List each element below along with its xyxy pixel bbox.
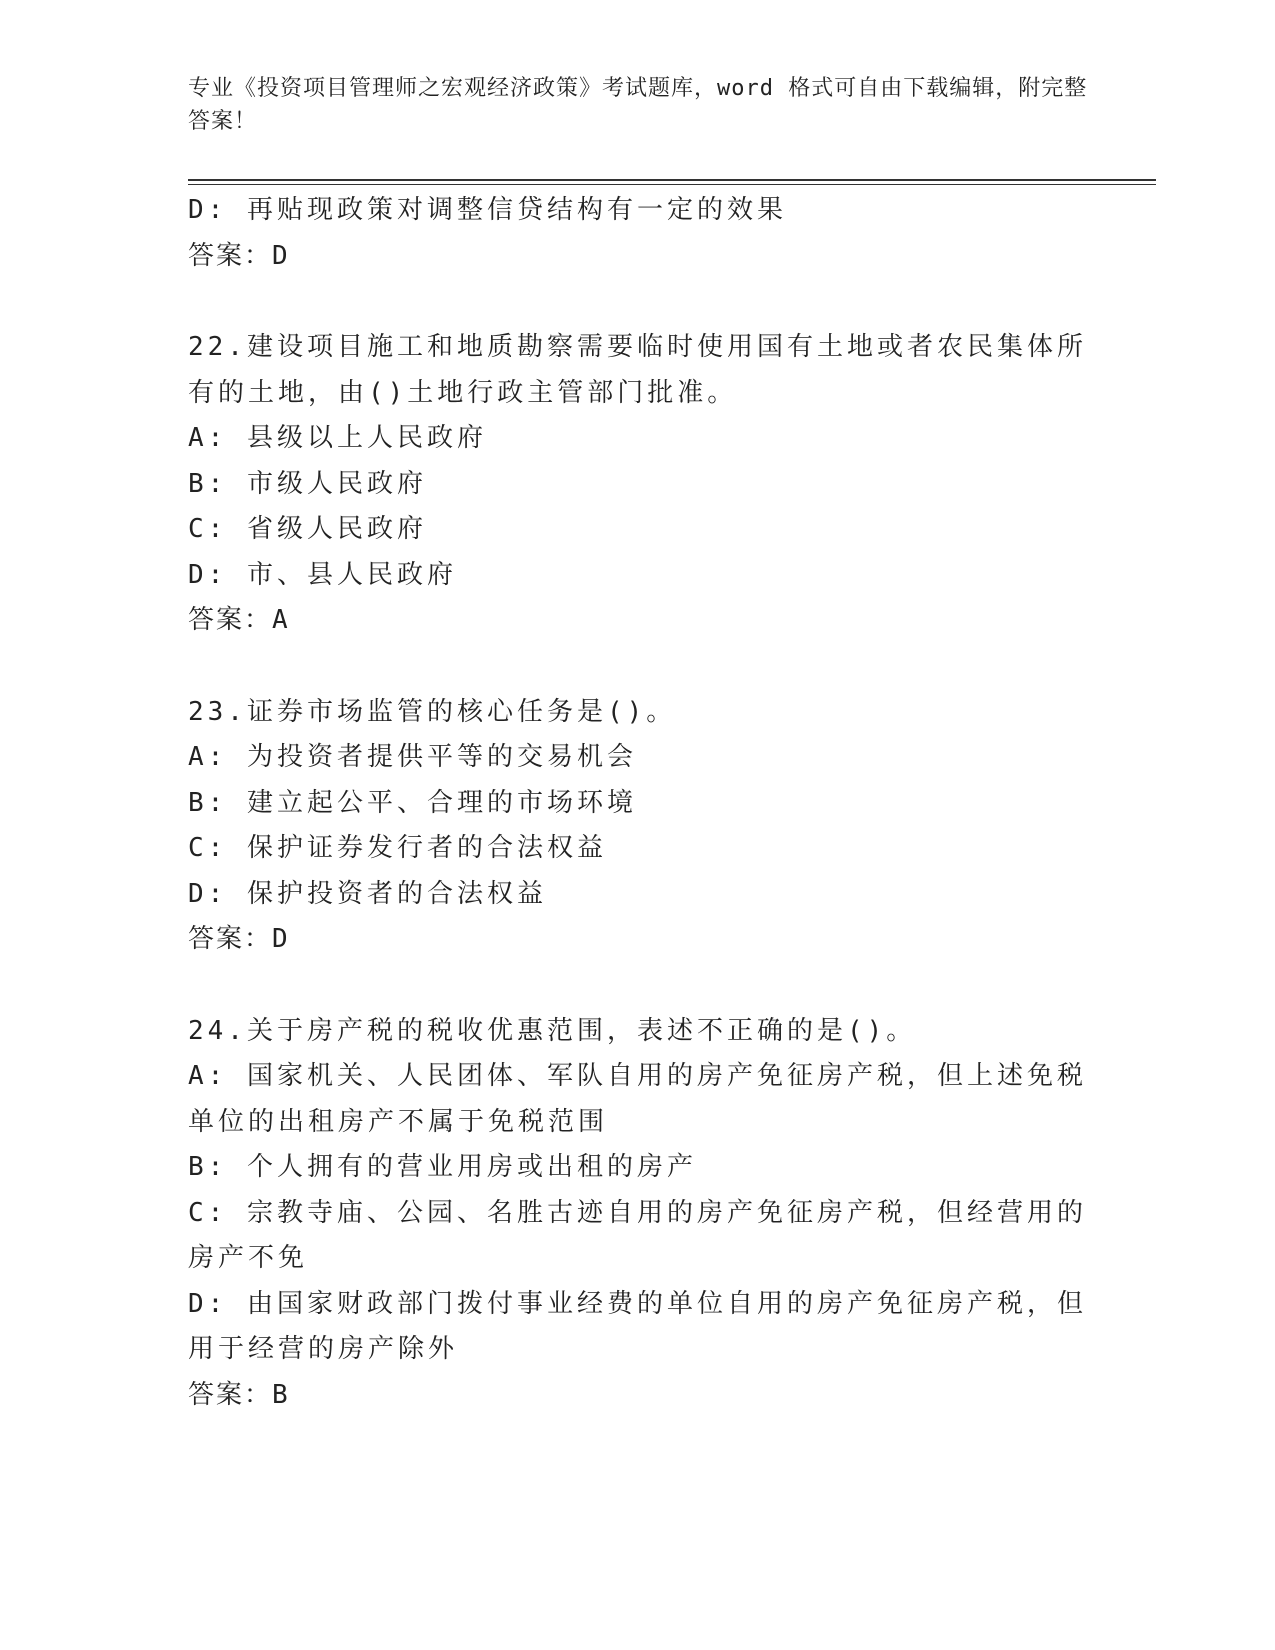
option-b: B: 市级人民政府 [188,468,427,499]
question-item [188,690,1088,963]
question-stem: 24.关于房产税的税收优惠范围，表述不正确的是()。 [188,1015,917,1046]
question-stem: 23.证券市场监管的核心任务是()。 [188,696,677,727]
answer-line [188,598,1088,644]
option-b: B: 个人拥有的营业用房或出租的房产 [188,1152,697,1182]
answer-label: 答案： [188,1379,273,1410]
header-divider-thin [188,184,1156,185]
option-b: B: 建立起公平、合理的市场环境 [188,787,637,818]
option-a: A: 县级以上人民政府 [188,423,487,453]
answer-line [188,1373,1088,1419]
question-item [188,325,1088,644]
option-d: D: 由国家财政部门拨付事业经费的单位自用的房产免征房产税，但用于经营的房产除外 [188,1288,1087,1364]
question-stem: 22.建设项目施工和地质勘察需要临时使用国有土地或者农民集体所有的土地，由()土地行政主管部门批准。 [188,332,1087,408]
spacer [188,279,1088,325]
answer-label: 答案： [188,605,273,635]
option-d: D: 保护投资者的合法权益 [188,878,547,909]
answer-letter: A [272,605,288,635]
option-a: A: 为投资者提供平等的交易机会 [188,742,637,772]
document-header [188,72,1088,138]
answer-label: 答案： [188,924,273,954]
spacer [188,963,1088,1009]
answer-letter: D [272,240,288,271]
spacer [188,644,1088,690]
question-item [188,1009,1088,1419]
option-d: D: 市、县人民政府 [188,559,457,590]
answer-line [188,234,1088,280]
header-text: 专业《投资项目管理师之宏观经济政策》考试题库，word 格式可自由下载编辑，附完整答案！ [188,76,1088,134]
question-list [188,188,1088,1418]
header-divider-thick [188,179,1156,181]
option-a: A: 国家机关、人民团体、军队自用的房产免征房产税，但上述免税单位的出租房产不属于免税范围 [188,1061,1087,1137]
answer-line [188,917,1088,963]
option-c: C: 宗教寺庙、公园、名胜古迹自用的房产免征房产税，但经营用的房产不免 [188,1197,1087,1273]
continued-question [188,188,1088,279]
option-c: C: 省级人民政府 [188,514,427,544]
option-d: D: 再贴现政策对调整信贷结构有一定的效果 [188,195,787,225]
answer-letter: B [272,1379,288,1410]
option-c: C: 保护证券发行者的合法权益 [188,833,607,863]
answer-letter: D [272,924,288,954]
answer-label: 答案： [188,240,273,271]
